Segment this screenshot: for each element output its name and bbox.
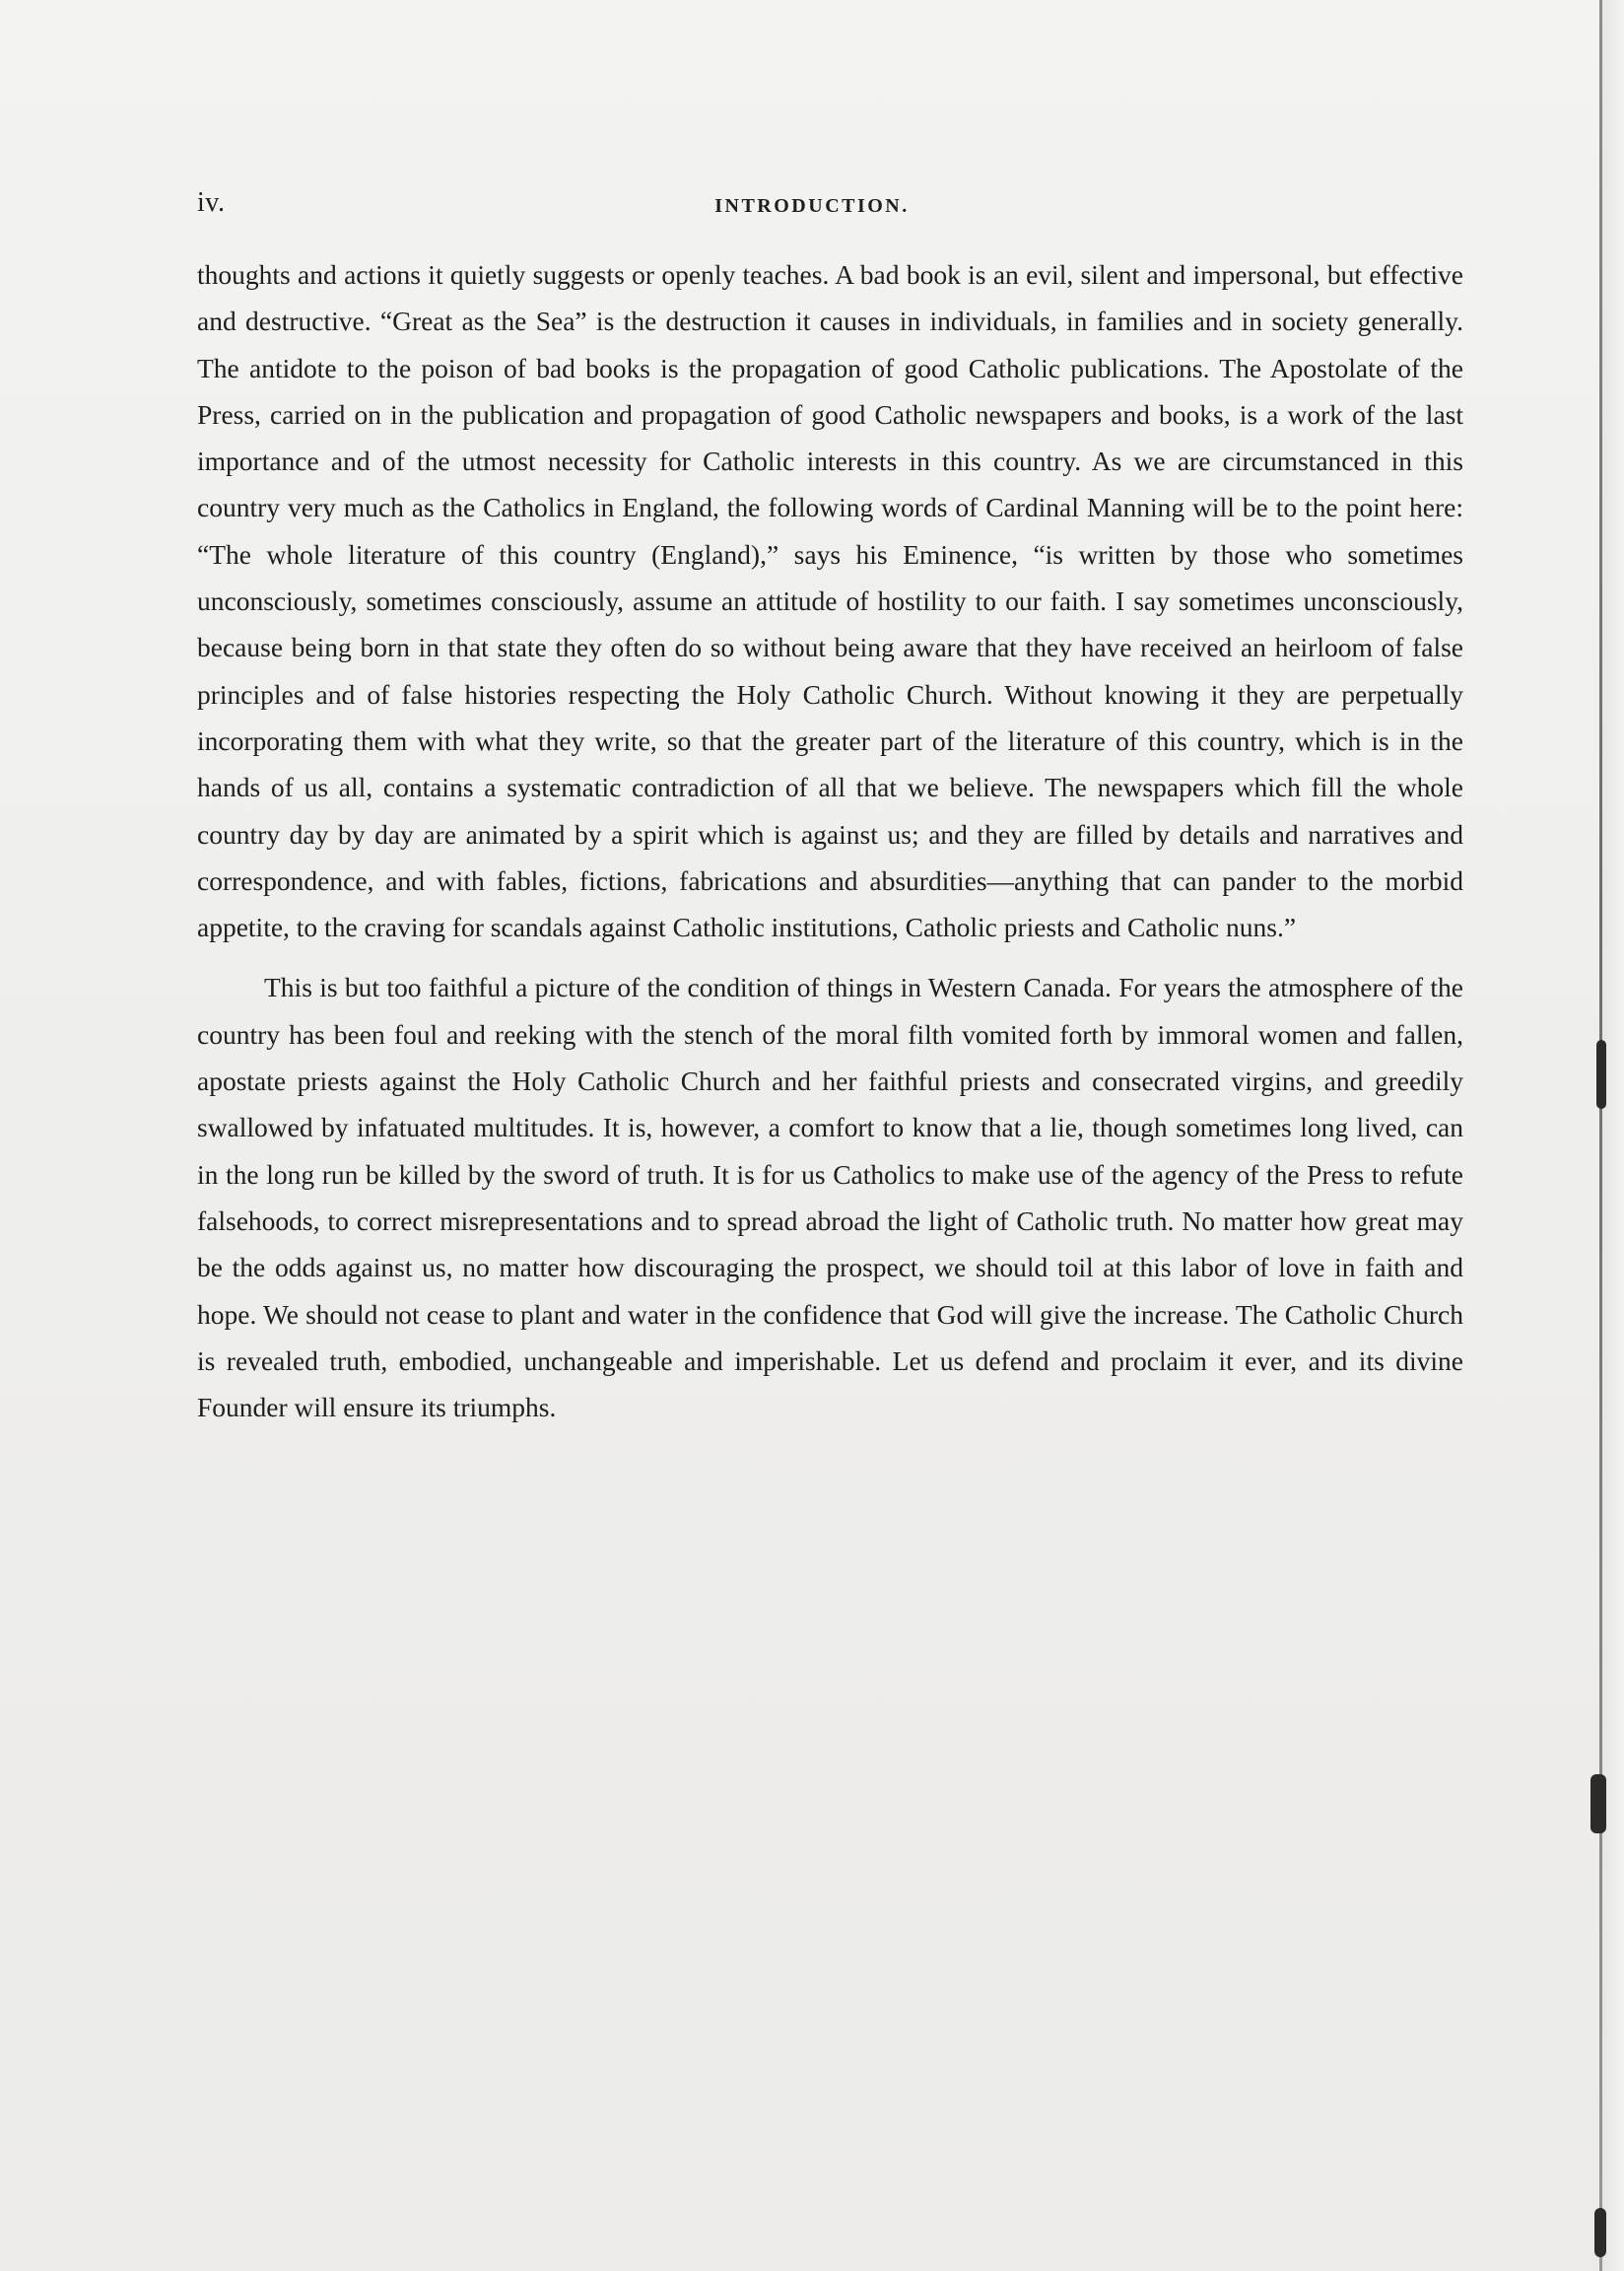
page-tear-mark [1596,1040,1606,1109]
page-margin-shadow [1602,0,1624,2271]
paragraph: thoughts and actions it quietly suggests or openly teaches. A bad book is an evil, silent and impersonal, but effective and destructive. “Great as the Sea” is the destruction it causes in individuals, in families and in society generally. The antidote to the poison of bad books is the propagation of good Catholic publications. The Apostolate of the Press, carried on in the publication and propagation of good Catholic newspapers and books, is a work of the last importance and of the utmost necessity for Catholic interests in this country. As we are circumstanced in this country very much as the Catholics in England, the following words of Cardinal Manning will be to the point here: “The whole literature of this country (England),” says his Eminence, “is written by those who sometimes unconsciously, sometimes consciously, assume an attitude of hostility to our faith. I say sometimes unconsciously, because being born in that state they often do so without being aware that they have received an heirloom of false principles and of false histories respecting the Holy Catholic Church. Without knowing it they are perpetually incorporating them with what they write, so that the greater part of the literature of this country, which is in the hands of us all, contains a systematic contradiction of all that we believe. The newspapers which fill the whole country day by day are animated by a spirit which is against us; and they are filled by details and narratives and correspondence, and with fables, fictions, fabrications and absurdities—anything that can pander to the morbid appetite, to the craving for scandals against Catholic institutions, Catholic priests and Catholic nuns.” [197,259,1463,943]
running-title: INTRODUCTION. [714,195,910,217]
page-tear-mark [1590,1774,1606,1833]
page-number: iv. [197,187,226,218]
paragraph: This is but too faithful a picture of the condition of things in Western Canada. For years the atmosphere of the country has been foul and reeking with the stench of the moral filth vomited forth by immoral women and fallen, apostate priests against the Holy Catholic Church and her faithful priests and consecrated virgins, and greedily swallowed by infatuated multitudes. It is, however, a comfort to know that a lie, though sometimes long lived, can in the long run be killed by the sword of truth. It is for us Catholics to make use of the agency of the Press to refute falsehoods, to correct misrepresentations and to spread abroad the light of Catholic truth. No matter how great may be the odds against us, no matter how discouraging the prospect, we should toil at this labor of love in faith and hope. We should not cease to plant and water in the confidence that God will give the increase. The Catholic Church is revealed truth, embodied, unchangeable and imperishable. Let us defend and proclaim it ever, and its divine Founder will ensure its triumphs. [197,972,1463,1423]
body-text [197,251,1463,1430]
page-tear-mark [1594,2208,1606,2257]
page-edge-line [1599,0,1602,2271]
